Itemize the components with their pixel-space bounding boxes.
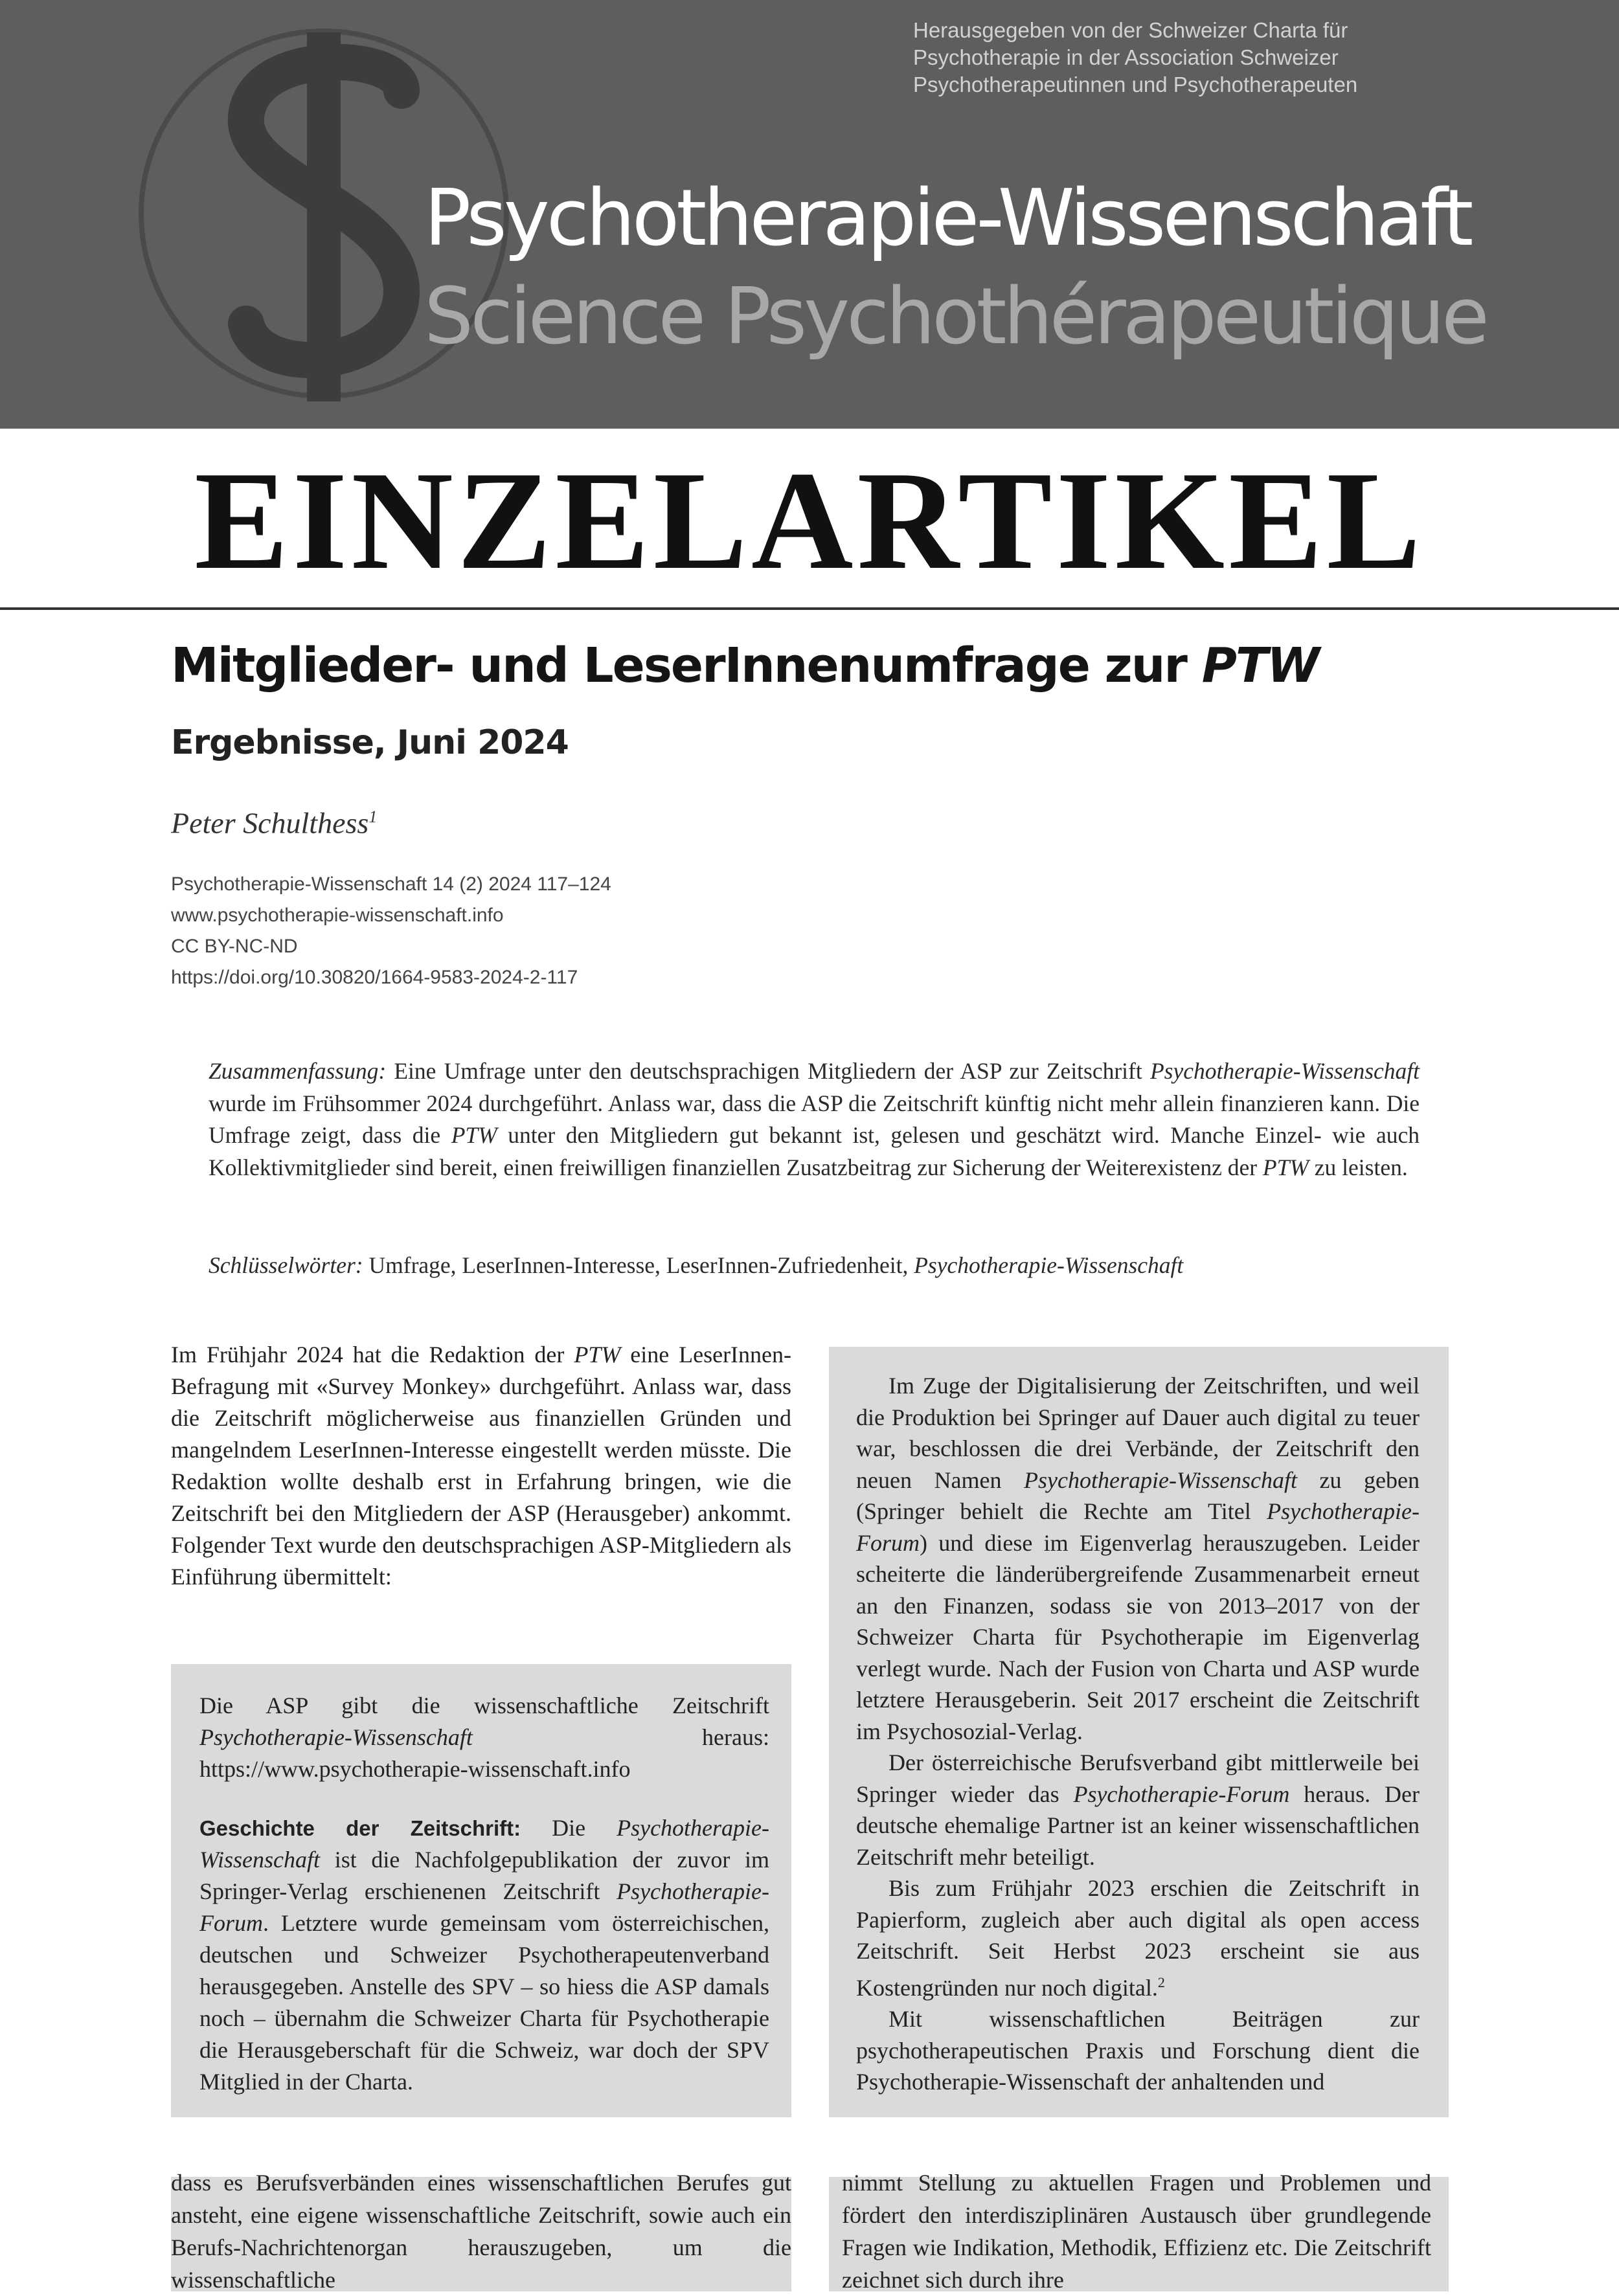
page-break-gap bbox=[0, 2117, 1619, 2167]
paragraph: Mit wissenschaftlichen Beiträgen zur psychotherapeutischen Praxis und Forschung dient die Psychotherapie-Wissenschaft der anhaltenden und bbox=[856, 2006, 1420, 2095]
intro-paragraph: Die ASP gibt die wissenschaftliche Zeitschrift Psychotherapie-Wissenschaft heraus: https://www.psychotherapie-wissenschaft.info bbox=[199, 1693, 769, 1782]
doi-link[interactable]: https://doi.org/10.30820/1664-9583-2024-2-117 bbox=[171, 967, 578, 988]
keywords: Schlüsselwörter: Umfrage, LeserInnen-Interesse, LeserInnen-Zufriedenheit, Psychotherapie-Wissenschaft bbox=[209, 1252, 1184, 1278]
paragraph: Im Zuge der Digitalisierung der Zeitschriften, und weil die Produktion bei Springer auf Dauer auch digital zu teuer war, beschlossen die drei Verbände, der Zeitschrift den neuen Namen Psychotherapie-Wissenschaft zu geben (Springer behielt die Rechte am Titel Psychotherapie-Forum) und diese im Eigenverlag herauszugeben. Leider scheiterte die länderübergreifende Zusammenarbeit erneut an den Finanzen, sodass sie von 2013–2017 von der Schweizer Charta für Psychotherapie im Eigenverlag verlegt wurde. Nach der Fusion von Charta und ASP wurde letztere Herausgeberin. Seit 2017 erscheint die Zeitschrift im Psychosozial-Verlag. bbox=[856, 1373, 1420, 1744]
divider bbox=[0, 607, 1619, 610]
continuation-text-left: dass es Berufsverbänden eines wissenschaftlichen Berufes gut ansteht, eine eigene wissenschaftliche Zeitschrift, sowie auch ein Berufs-Nachrichtenorgan herauszugeben, um die wissenschaftliche bbox=[171, 2170, 791, 2293]
article-author: Peter Schulthess$^1$ bbox=[171, 806, 378, 840]
paragraph: Bis zum Frühjahr 2023 erschien die Zeitschrift in Papierform, zugleich aber auch digital als open access Zeitschrift. Seit Herbst 2023 erscheint sie aus Kostengründen nur noch digital.$^2$ bbox=[856, 1875, 1420, 2001]
citation-line: Psychotherapie-Wissenschaft 14 (2) 2024 117–124 bbox=[171, 873, 611, 895]
body-text-right bbox=[856, 1370, 1420, 2098]
continuation-text-right: nimmt Stellung zu aktuellen Fragen und Problemen und fördert den interdisziplinären Austausch über grundlegende Fragen wie Indikation, Methodik, Effizienz etc. Die Zeitschrift zeichnet sich durch ihre bbox=[842, 2170, 1431, 2293]
abstract: Zusammenfassung: Eine Umfrage unter den deutschsprachigen Mitgliedern der ASP zur Zeitschrift Psychotherapie-Wissenschaft wurde im Frühsommer 2024 durchgeführt. Anlass war, dass die ASP die Zeitschrift künftig nicht mehr allein finanzieren kann. Die Umfrage zeigt, dass die PTW unter den Mitgliedern gut bekannt ist, gelesen und geschätzt wird. Manche Einzel- wie auch Kollektivmitglieder sind bereit, einen freiwilligen finanziellen Zusatzbeitrag zur Sicherung der Weiterexistenz der PTW zu leisten. bbox=[209, 1058, 1420, 1180]
article-title: Mitglieder- und LeserInnenumfrage zur PTW bbox=[171, 638, 1319, 693]
history-paragraph: Geschichte der Zeitschrift: Die Psychotherapie-Wissenschaft ist die Nachfolgepublikation der zuvor im Springer-Verlag erschienenen Zeitschrift Psychotherapie-Forum. Letztere wurde gemeinsam vom österreichischen, deutschen und Schweizer Psychotherapeutenverband herausgegeben. Anstelle des SPV – so hiess die ASP damals noch – übernahm die Schweizer Charta für Psychotherapie die Herausgeberschaft für die Schweiz, war doch der SPV Mitglied in der Charta. bbox=[199, 1815, 770, 2095]
website-link[interactable]: www.psychotherapie-wissenschaft.info bbox=[171, 905, 504, 926]
journal-title-de: Psychotherapie-Wissenschaft bbox=[424, 174, 1471, 264]
article-subtitle: Ergebnisse, Juni 2024 bbox=[171, 723, 569, 762]
banner-einzelartikel: EINZELARTIKEL bbox=[194, 443, 1425, 599]
paragraph: Der österreichische Berufsverband gibt mittlerweile bei Springer wieder das Psychotherapie-Forum heraus. Der deutsche ehemalige Partner ist an keiner wissenschaftlichen Zeitschrift mehr beteiligt. bbox=[856, 1750, 1420, 1870]
journal-title-fr: Science Psychothérapeutique bbox=[424, 272, 1486, 362]
body-text-left: Im Frühjahr 2024 hat die Redaktion der PTW eine LeserInnen-Befragung mit «Survey Monkey» durchgeführt. Anlass war, dass die Zeitschrift möglicherweise aus finanziellen Gründen und mangelndem LeserInnen-Interesse eingestellt werden müsste. Die Redaktion wollte deshalb erst in Erfahrung bringen, wie die Zeitschrift bei den Mitgliedern der ASP (Herausgeber) ankommt. Folgender Text wurde den deutschsprachigen ASP-Mitgliedern als Einführung übermittelt: bbox=[171, 1342, 792, 1590]
intro-box-text bbox=[199, 1690, 769, 2098]
journal-header bbox=[0, 0, 1619, 429]
publisher-note: Herausgegeben von der Schweizer Charta für Psychotherapie in der Association Schweizer Psychotherapeutinnen und Psychotherapeuten bbox=[913, 18, 1358, 96]
license-line: CC BY-NC-ND bbox=[171, 936, 298, 957]
